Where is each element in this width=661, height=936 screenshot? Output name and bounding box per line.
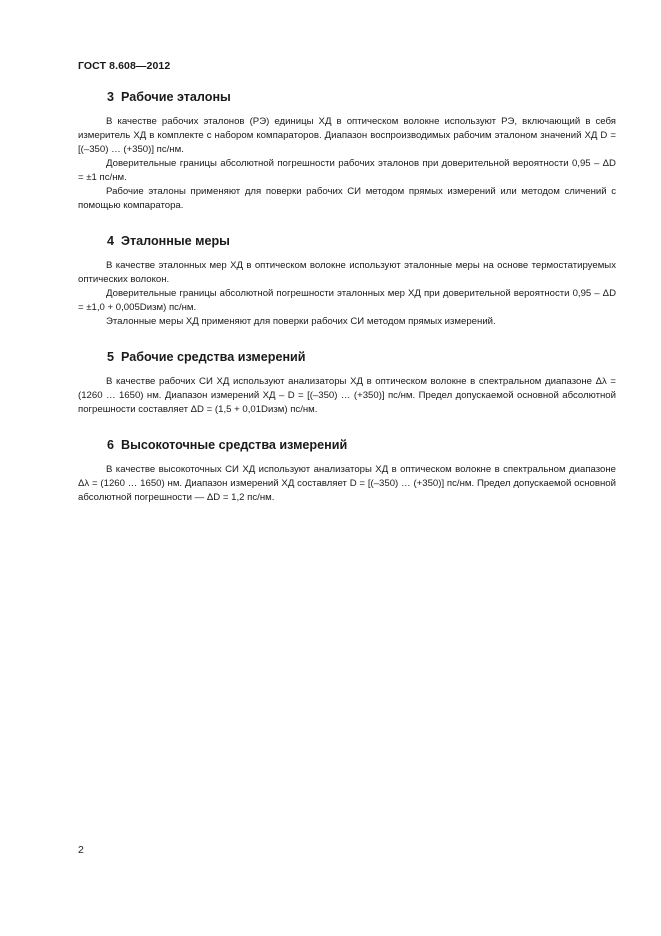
section-4 [78, 233, 616, 329]
section-heading [78, 89, 616, 106]
paragraph: Рабочие эталоны применяют для поверки рабочих СИ методом прямых измерений или методом сличений с помощью компаратора. [78, 186, 616, 211]
section-heading [78, 437, 616, 454]
section-3 [78, 89, 616, 213]
paragraph: В качестве эталонных мер ХД в оптическом волокне используют эталонные меры на основе термостатируемых оптических волокон. [78, 260, 616, 285]
section-title: Рабочие средства измерений [121, 350, 306, 364]
section-number: 4 [107, 234, 115, 248]
section-heading [78, 233, 616, 250]
section-number: 6 [107, 438, 115, 452]
document-body [78, 89, 616, 525]
section-heading [78, 349, 616, 366]
paragraph: Доверительные границы абсолютной погрешности рабочих эталонов при доверительной вероятности 0,95 – ΔD = ±1 пс/нм. [78, 158, 616, 183]
paragraph: Доверительные границы абсолютной погрешности эталонных мер ХД при доверительной вероятности 0,95 – ΔD = ±1,0 + 0,005Dизм) пс/нм. [78, 288, 616, 313]
section-5 [78, 349, 616, 417]
section-6 [78, 437, 616, 505]
section-number: 5 [107, 350, 115, 364]
paragraph: В качестве рабочих эталонов (РЭ) единицы ХД в оптическом волокне используют РЭ, включающий в себя измеритель ХД в комплекте с набором компараторов. Диапазон воспроизводимых рабочим эталоном значений ХД D = [(–350) … (+350)] пс/нм. [78, 116, 616, 155]
page-number: 2 [78, 844, 84, 856]
section-title: Эталонные меры [121, 234, 230, 248]
paragraph: Эталонные меры ХД применяют для поверки рабочих СИ методом прямых измерений. [106, 316, 496, 327]
paragraph: В качестве высокоточных СИ ХД используют анализаторы ХД в оптическом волокне в спектральном диапазоне Δλ = (1260 … 1650) нм. Диапазон измерений ХД составляет D = [(–350) … (+350)] пс/нм. Предел допускаемой основной абсолютной погрешности — ΔD = 1,2 пс/нм. [78, 464, 616, 503]
paragraph: В качестве рабочих СИ ХД используют анализаторы ХД в оптическом волокне в спектральном диапазоне Δλ = (1260 … 1650) нм. Диапазон измерений ХД – D = [(–350) … (+350)] пс/нм. Предел допускаемой основной абсолютной погрешности составляет ΔD = (1,5 + 0,01Dизм) пс/нм. [78, 376, 616, 415]
section-number: 3 [107, 90, 115, 104]
section-title: Высокоточные средства измерений [121, 438, 348, 452]
section-title: Рабочие эталоны [121, 90, 231, 104]
document-code: ГОСТ 8.608—2012 [78, 60, 171, 72]
